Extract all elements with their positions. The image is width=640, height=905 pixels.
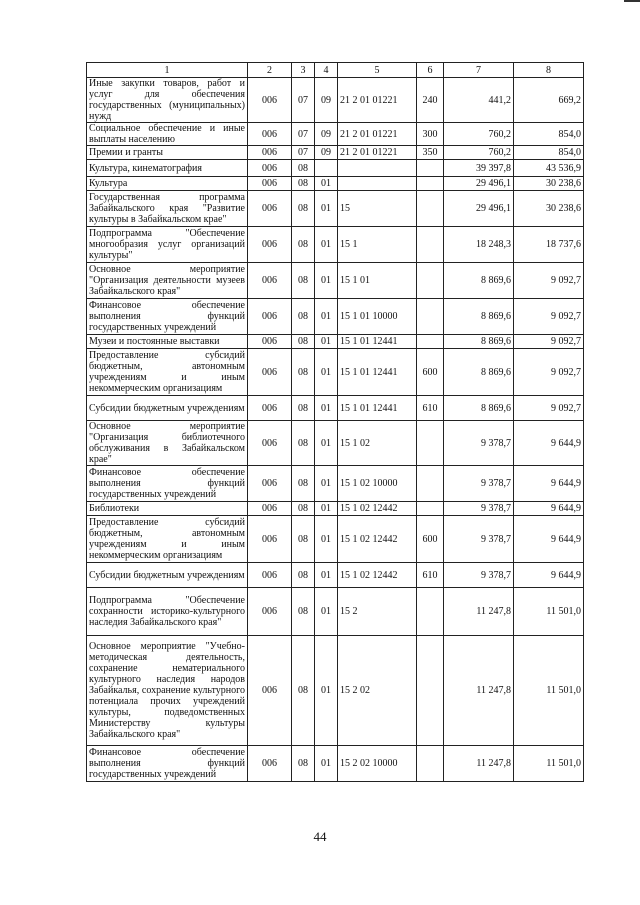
amount-year-2: 43 536,9 <box>514 160 584 177</box>
row-name: Основное мероприятие "Организация деятельности музеев Забайкальского края" <box>87 263 248 299</box>
table-row <box>87 146 584 160</box>
budget-table <box>86 62 584 782</box>
ministry-code: 006 <box>248 177 292 191</box>
subsection-code: 01 <box>315 177 338 191</box>
table-row <box>87 263 584 299</box>
ministry-code: 006 <box>248 263 292 299</box>
subsection-code: 01 <box>315 502 338 516</box>
table-row <box>87 349 584 396</box>
ministry-code: 006 <box>248 227 292 263</box>
subsection-code: 01 <box>315 349 338 396</box>
amount-year-2: 9 092,7 <box>514 396 584 421</box>
expense-type-code: 610 <box>417 563 444 588</box>
amount-year-1: 29 496,1 <box>444 177 514 191</box>
table-row <box>87 588 584 636</box>
table-row <box>87 563 584 588</box>
subsection-code: 01 <box>315 563 338 588</box>
column-header: 5 <box>338 63 417 78</box>
column-header: 1 <box>87 63 248 78</box>
target-article-code: 15 1 <box>338 227 417 263</box>
row-name: Финансовое обеспечение выполнения функций государственных учреждений <box>87 299 248 335</box>
table-row <box>87 516 584 563</box>
table-row <box>87 396 584 421</box>
scan-mark <box>624 0 640 2</box>
target-article-code: 15 1 01 12441 <box>338 349 417 396</box>
amount-year-2: 669,2 <box>514 78 584 123</box>
expense-type-code: 610 <box>417 396 444 421</box>
section-code: 08 <box>292 177 315 191</box>
target-article-code <box>338 177 417 191</box>
expense-type-code <box>417 421 444 466</box>
ministry-code: 006 <box>248 396 292 421</box>
amount-year-2: 11 501,0 <box>514 588 584 636</box>
table-row <box>87 421 584 466</box>
row-name: Основное мероприятие "Организация библиотечного обслуживания в Забайкальском крае" <box>87 421 248 466</box>
amount-year-2: 9 644,9 <box>514 421 584 466</box>
subsection-code: 01 <box>315 516 338 563</box>
amount-year-2: 30 238,6 <box>514 191 584 227</box>
ministry-code: 006 <box>248 349 292 396</box>
amount-year-2: 9 644,9 <box>514 466 584 502</box>
amount-year-1: 760,2 <box>444 146 514 160</box>
section-code: 08 <box>292 227 315 263</box>
expense-type-code <box>417 636 444 746</box>
section-code: 08 <box>292 299 315 335</box>
amount-year-1: 8 869,6 <box>444 396 514 421</box>
row-name: Субсидии бюджетным учреждениям <box>87 396 248 421</box>
amount-year-1: 9 378,7 <box>444 466 514 502</box>
expense-type-code <box>417 588 444 636</box>
row-name: Библиотеки <box>87 502 248 516</box>
table-row <box>87 78 584 123</box>
expense-type-code <box>417 299 444 335</box>
expense-type-code: 300 <box>417 123 444 146</box>
table-row <box>87 502 584 516</box>
expense-type-code <box>417 466 444 502</box>
amount-year-2: 11 501,0 <box>514 746 584 782</box>
section-code: 08 <box>292 636 315 746</box>
row-name: Субсидии бюджетным учреждениям <box>87 563 248 588</box>
amount-year-2: 9 092,7 <box>514 263 584 299</box>
subsection-code: 01 <box>315 263 338 299</box>
table-row <box>87 746 584 782</box>
amount-year-1: 11 247,8 <box>444 588 514 636</box>
subsection-code: 01 <box>315 636 338 746</box>
amount-year-1: 8 869,6 <box>444 263 514 299</box>
subsection-code: 01 <box>315 421 338 466</box>
section-code: 08 <box>292 466 315 502</box>
ministry-code: 006 <box>248 191 292 227</box>
section-code: 08 <box>292 396 315 421</box>
amount-year-1: 39 397,8 <box>444 160 514 177</box>
row-name: Финансовое обеспечение выполнения функций государственных учреждений <box>87 746 248 782</box>
target-article-code: 15 <box>338 191 417 227</box>
row-name: Подпрограмма "Обеспечение многообразия услуг организаций культуры" <box>87 227 248 263</box>
amount-year-1: 11 247,8 <box>444 746 514 782</box>
target-article-code: 15 1 02 <box>338 421 417 466</box>
expense-type-code: 240 <box>417 78 444 123</box>
subsection-code: 01 <box>315 299 338 335</box>
table-row <box>87 123 584 146</box>
expense-type-code <box>417 335 444 349</box>
amount-year-1: 29 496,1 <box>444 191 514 227</box>
target-article-code: 21 2 01 01221 <box>338 146 417 160</box>
subsection-code: 01 <box>315 466 338 502</box>
subsection-code: 01 <box>315 191 338 227</box>
ministry-code: 006 <box>248 563 292 588</box>
target-article-code: 15 2 <box>338 588 417 636</box>
amount-year-2: 9 092,7 <box>514 299 584 335</box>
column-header: 2 <box>248 63 292 78</box>
section-code: 08 <box>292 588 315 636</box>
target-article-code: 15 1 01 <box>338 263 417 299</box>
table-header-row <box>87 63 584 78</box>
subsection-code: 01 <box>315 227 338 263</box>
amount-year-2: 9 644,9 <box>514 516 584 563</box>
amount-year-1: 441,2 <box>444 78 514 123</box>
ministry-code: 006 <box>248 335 292 349</box>
subsection-code: 01 <box>315 335 338 349</box>
table-row <box>87 227 584 263</box>
amount-year-1: 8 869,6 <box>444 349 514 396</box>
amount-year-1: 11 247,8 <box>444 636 514 746</box>
target-article-code: 15 1 01 12441 <box>338 335 417 349</box>
row-name: Культура, кинематография <box>87 160 248 177</box>
expense-type-code <box>417 746 444 782</box>
target-article-code: 15 1 01 10000 <box>338 299 417 335</box>
section-code: 08 <box>292 160 315 177</box>
row-name: Финансовое обеспечение выполнения функций государственных учреждений <box>87 466 248 502</box>
table-row <box>87 636 584 746</box>
row-name: Подпрограмма "Обеспечение сохранности историко-культурного наследия Забайкальского края" <box>87 588 248 636</box>
amount-year-1: 8 869,6 <box>444 335 514 349</box>
target-article-code: 21 2 01 01221 <box>338 78 417 123</box>
amount-year-2: 854,0 <box>514 123 584 146</box>
table-body <box>87 78 584 782</box>
amount-year-1: 18 248,3 <box>444 227 514 263</box>
ministry-code: 006 <box>248 746 292 782</box>
column-header: 7 <box>444 63 514 78</box>
subsection-code: 09 <box>315 78 338 123</box>
section-code: 08 <box>292 421 315 466</box>
column-header: 3 <box>292 63 315 78</box>
expense-type-code <box>417 502 444 516</box>
ministry-code: 006 <box>248 421 292 466</box>
section-code: 08 <box>292 502 315 516</box>
row-name: Предоставление субсидий бюджетным, автономным учреждениям и иным некоммерческим организациям <box>87 349 248 396</box>
subsection-code: 01 <box>315 588 338 636</box>
section-code: 08 <box>292 516 315 563</box>
section-code: 07 <box>292 123 315 146</box>
subsection-code: 01 <box>315 746 338 782</box>
row-name: Социальное обеспечение и иные выплаты населению <box>87 123 248 146</box>
target-article-code: 15 1 02 12442 <box>338 563 417 588</box>
amount-year-2: 854,0 <box>514 146 584 160</box>
amount-year-1: 9 378,7 <box>444 563 514 588</box>
expense-type-code: 600 <box>417 349 444 396</box>
ministry-code: 006 <box>248 160 292 177</box>
target-article-code: 15 2 02 <box>338 636 417 746</box>
expense-type-code: 350 <box>417 146 444 160</box>
subsection-code <box>315 160 338 177</box>
amount-year-2: 9 092,7 <box>514 335 584 349</box>
row-name: Государственная программа Забайкальского края "Развитие культуры в Забайкальском крае" <box>87 191 248 227</box>
ministry-code: 006 <box>248 636 292 746</box>
target-article-code: 15 1 02 12442 <box>338 516 417 563</box>
subsection-code: 09 <box>315 146 338 160</box>
expense-type-code <box>417 263 444 299</box>
section-code: 08 <box>292 349 315 396</box>
target-article-code: 21 2 01 01221 <box>338 123 417 146</box>
ministry-code: 006 <box>248 466 292 502</box>
ministry-code: 006 <box>248 78 292 123</box>
subsection-code: 09 <box>315 123 338 146</box>
amount-year-1: 8 869,6 <box>444 299 514 335</box>
table-row <box>87 160 584 177</box>
row-name: Основное мероприятие "Учебно-методическая деятельность, сохранение нематериального культурного наследия народов Забайкалья, сохранение культурного потенциала прочих учреждений культуры, подведомственных Министерству культуры Забайкальского края" <box>87 636 248 746</box>
ministry-code: 006 <box>248 299 292 335</box>
column-header: 6 <box>417 63 444 78</box>
subsection-code: 01 <box>315 396 338 421</box>
row-name: Иные закупки товаров, работ и услуг для обеспечения государственных (муниципальных) нужд <box>87 78 248 123</box>
amount-year-2: 9 092,7 <box>514 349 584 396</box>
amount-year-2: 11 501,0 <box>514 636 584 746</box>
expense-type-code <box>417 177 444 191</box>
target-article-code: 15 1 01 12441 <box>338 396 417 421</box>
table-row <box>87 466 584 502</box>
amount-year-2: 30 238,6 <box>514 177 584 191</box>
row-name: Премии и гранты <box>87 146 248 160</box>
table-row <box>87 177 584 191</box>
expense-type-code: 600 <box>417 516 444 563</box>
ministry-code: 006 <box>248 588 292 636</box>
target-article-code <box>338 160 417 177</box>
expense-type-code <box>417 160 444 177</box>
row-name: Культура <box>87 177 248 191</box>
amount-year-2: 9 644,9 <box>514 563 584 588</box>
row-name: Предоставление субсидий бюджетным, автономным учреждениям и иным некоммерческим организациям <box>87 516 248 563</box>
amount-year-2: 18 737,6 <box>514 227 584 263</box>
target-article-code: 15 2 02 10000 <box>338 746 417 782</box>
section-code: 07 <box>292 78 315 123</box>
expense-type-code <box>417 191 444 227</box>
ministry-code: 006 <box>248 123 292 146</box>
target-article-code: 15 1 02 12442 <box>338 502 417 516</box>
section-code: 08 <box>292 563 315 588</box>
section-code: 08 <box>292 263 315 299</box>
amount-year-2: 9 644,9 <box>514 502 584 516</box>
row-name: Музеи и постоянные выставки <box>87 335 248 349</box>
ministry-code: 006 <box>248 146 292 160</box>
column-header: 4 <box>315 63 338 78</box>
section-code: 07 <box>292 146 315 160</box>
column-header: 8 <box>514 63 584 78</box>
ministry-code: 006 <box>248 516 292 563</box>
amount-year-1: 760,2 <box>444 123 514 146</box>
section-code: 08 <box>292 191 315 227</box>
section-code: 08 <box>292 335 315 349</box>
expense-type-code <box>417 227 444 263</box>
table-row <box>87 299 584 335</box>
amount-year-1: 9 378,7 <box>444 516 514 563</box>
table-row <box>87 335 584 349</box>
ministry-code: 006 <box>248 502 292 516</box>
amount-year-1: 9 378,7 <box>444 502 514 516</box>
page-number: 44 <box>313 829 327 844</box>
section-code: 08 <box>292 746 315 782</box>
target-article-code: 15 1 02 10000 <box>338 466 417 502</box>
table-row <box>87 191 584 227</box>
amount-year-1: 9 378,7 <box>444 421 514 466</box>
